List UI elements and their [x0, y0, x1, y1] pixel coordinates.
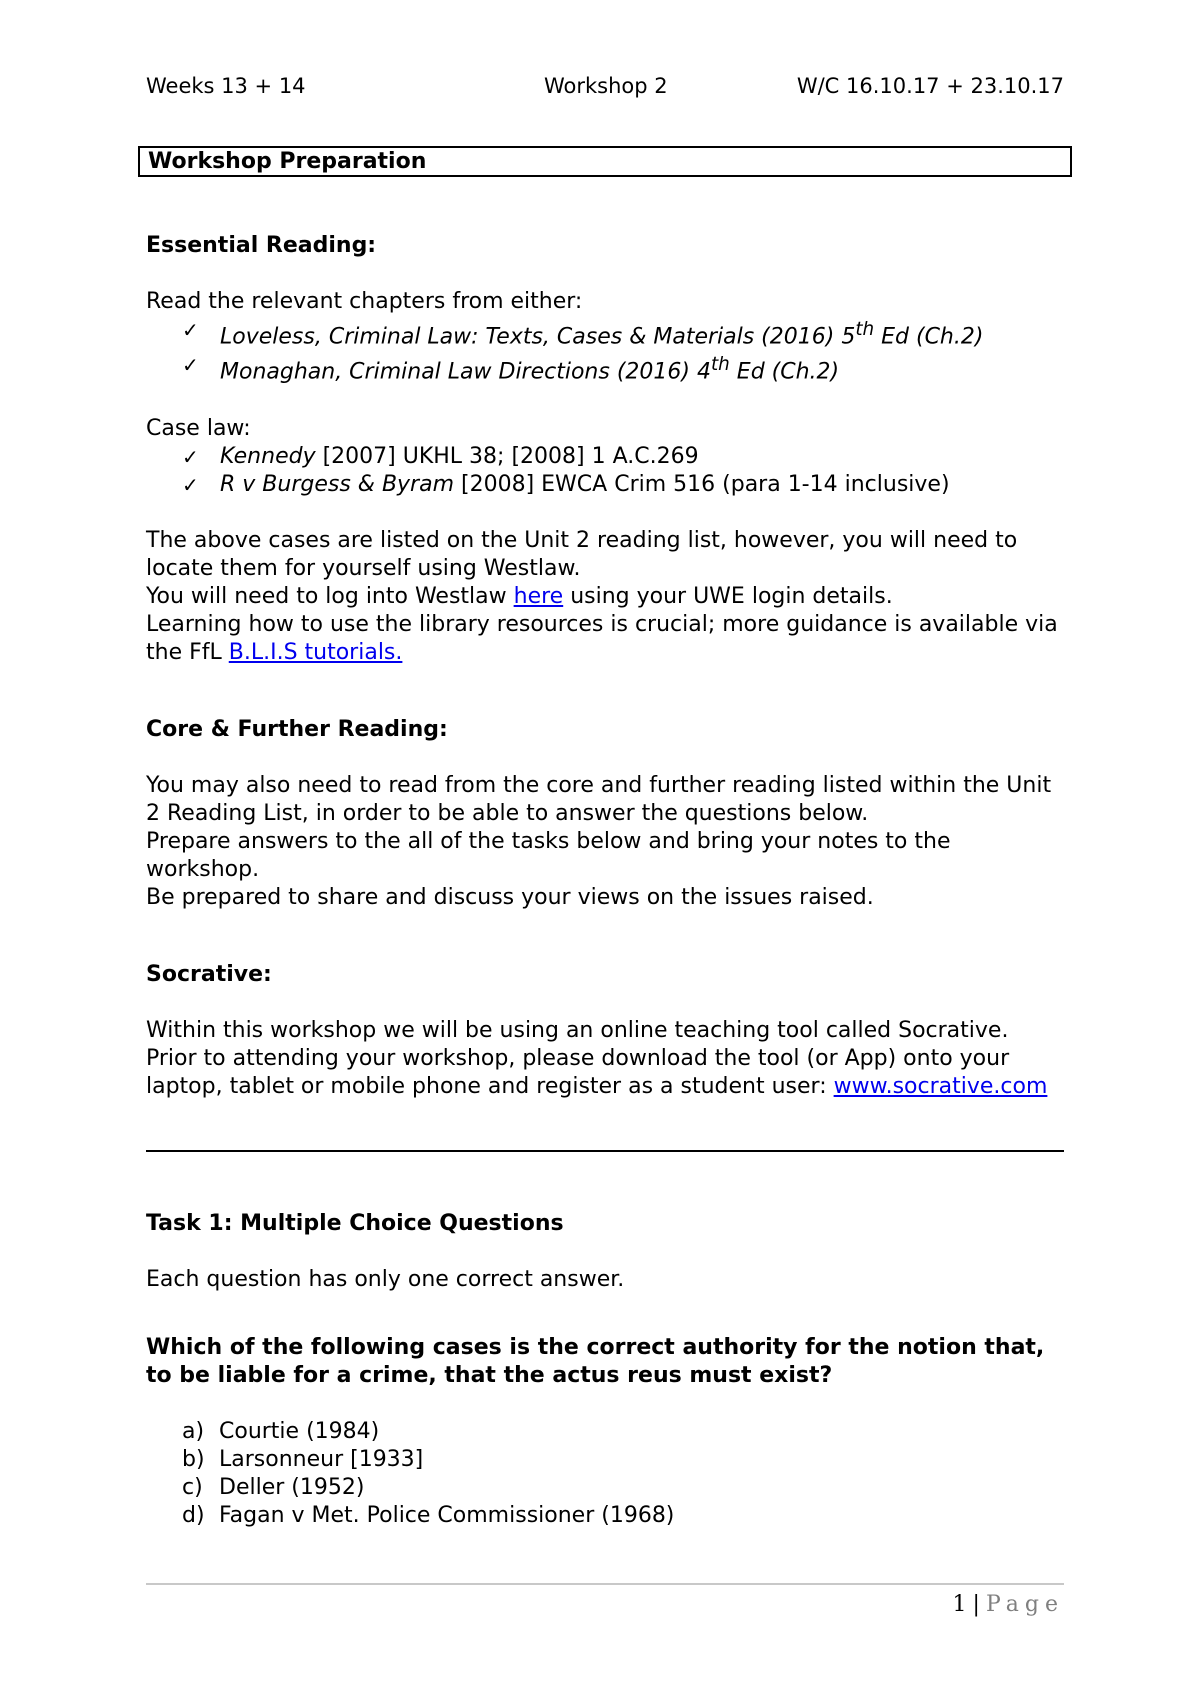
workshop-preparation-title: Workshop Preparation: [138, 146, 1072, 177]
case-item: [182, 443, 1064, 471]
case-citation: [2008] EWCA Crim 516 (para 1-14 inclusive): [454, 471, 950, 497]
header-workshop: Workshop 2: [544, 74, 668, 98]
case-list: [146, 443, 1064, 499]
page-label: Page: [985, 1592, 1064, 1617]
page-header: [146, 74, 1064, 104]
socrative-heading: Socrative:: [146, 961, 272, 987]
header-dates: W/C 16.10.17 + 23.10.17: [796, 74, 1064, 98]
case-item: [182, 471, 1064, 499]
checkmark-icon: ✓: [182, 444, 199, 469]
document-body: [146, 232, 1064, 1530]
footer-separator: |: [972, 1592, 980, 1617]
core-reading-heading: Core & Further Reading:: [146, 716, 448, 742]
case-name: R v Burgess & Byram: [220, 471, 455, 497]
core-paragraph-2: Prepare answers to the all of the tasks below and bring your notes to the workshop.: [146, 828, 951, 882]
case-law-intro: Case law:: [146, 415, 251, 441]
task1-intro: Each question has only one correct answer.: [146, 1266, 625, 1292]
blis-tutorials-link[interactable]: B.L.I.S tutorials.: [228, 639, 403, 665]
westlaw-login-paragraph: You will need to log into Westlaw here using your UWE login details.: [146, 583, 893, 609]
answer-list: [146, 1418, 1064, 1530]
checkmark-icon: ✓: [182, 318, 199, 342]
socrative-paragraph: Within this workshop we will be using an online teaching tool called Socrative. Prior to attending your workshop, please download the tool (or App) onto your laptop, tablet or mobile phone and register as a student user: www.socrative.com: [146, 1017, 1048, 1099]
answer-option-b: b) Larsonneur [1933]: [182, 1446, 424, 1472]
page-number: 1: [952, 1592, 967, 1617]
header-weeks: Weeks 13 + 14: [146, 74, 306, 98]
answer-option-d: d) Fagan v Met. Police Commissioner (1968): [182, 1502, 675, 1528]
core-paragraph-1: You may also need to read from the core and further reading listed within the Unit 2 Reading List, in order to be able to answer the questions below.: [146, 772, 1052, 826]
book-item: ✓ Loveless, Criminal Law: Texts, Cases & Materials (2016) 5th Ed (Ch.2): [182, 318, 984, 350]
case-name: Kennedy: [220, 443, 316, 469]
core-paragraph-3: Be prepared to share and discuss your views on the issues raised.: [146, 884, 874, 910]
book-item: ✓ Monaghan, Criminal Law Directions (2016) 4th Ed (Ch.2): [182, 353, 840, 385]
westlaw-here-link[interactable]: here: [513, 583, 564, 609]
case-citation: [2007] UKHL 38; [2008] 1 A.C.269: [315, 443, 699, 469]
book-list: [146, 316, 1064, 387]
mcq-question: Which of the following cases is the correct authority for the notion that, to be liable for a crime, that the actus reus must exist?: [146, 1334, 1045, 1388]
library-paragraph: Learning how to use the library resources is crucial; more guidance is available via the FfL B.L.I.S tutorials.: [146, 611, 1058, 665]
answer-option-c: c) Deller (1952): [182, 1474, 365, 1500]
westlaw-paragraph: The above cases are listed on the Unit 2 reading list, however, you will need to locate them for yourself using Westlaw.: [146, 527, 1018, 581]
answer-option-a: a) Courtie (1984): [182, 1418, 380, 1444]
footer-rule: [146, 1583, 1064, 1585]
task1-heading: Task 1: Multiple Choice Questions: [146, 1210, 564, 1236]
essential-reading-heading: Essential Reading:: [146, 233, 377, 258]
socrative-link[interactable]: www.socrative.com: [833, 1073, 1048, 1099]
page-footer: [953, 1592, 1064, 1617]
checkmark-icon: ✓: [182, 472, 199, 497]
essential-intro: Read the relevant chapters from either:: [146, 289, 583, 314]
checkmark-icon: ✓: [182, 353, 199, 378]
